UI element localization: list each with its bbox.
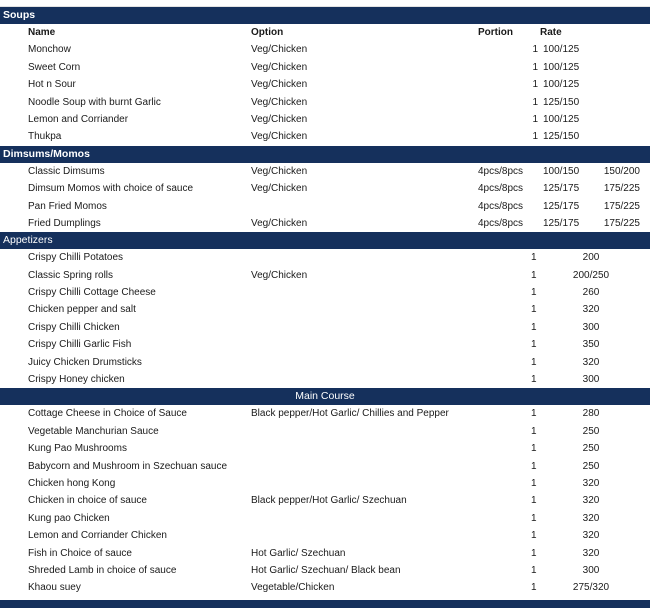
item-rate: 300 bbox=[582, 321, 600, 333]
main-course-list bbox=[0, 405, 650, 596]
item-name: Dimsum Momos with choice of sauce bbox=[28, 183, 194, 195]
item-option: Veg/Chicken bbox=[251, 183, 308, 195]
menu-row bbox=[0, 475, 650, 492]
item-option: Black pepper/Hot Garlic/ Chillies and Pepper bbox=[251, 408, 449, 420]
next-section-band bbox=[0, 600, 650, 608]
item-rate: 320 bbox=[582, 512, 600, 524]
item-portion: 1 bbox=[531, 374, 537, 386]
section-header-main-course: Main Course bbox=[0, 388, 650, 405]
header-option: Option bbox=[251, 27, 284, 38]
item-name: Crispy Chilli Garlic Fish bbox=[28, 339, 132, 351]
menu-row bbox=[0, 284, 650, 301]
item-name: Cottage Cheese in Choice of Sauce bbox=[28, 408, 187, 420]
item-rate-alt: 175/225 bbox=[603, 200, 640, 212]
item-rate: 300 bbox=[582, 374, 600, 386]
menu-row bbox=[0, 545, 650, 562]
menu-row bbox=[0, 267, 650, 284]
item-rate: 100/125 bbox=[543, 79, 580, 91]
menu-row bbox=[0, 94, 650, 111]
header-name: Name bbox=[28, 27, 56, 38]
item-option: Veg/Chicken bbox=[251, 217, 308, 229]
menu-row bbox=[0, 510, 650, 527]
item-option: Veg/Chicken bbox=[251, 61, 308, 73]
header-rate: Rate bbox=[540, 27, 562, 38]
item-portion: 4pcs/8pcs bbox=[478, 165, 524, 177]
item-option: Hot Garlic/ Szechuan/ Black bean bbox=[251, 564, 401, 576]
item-portion: 1 bbox=[531, 321, 537, 333]
section-header-appetizers: Appetizers bbox=[0, 232, 650, 249]
item-rate: 125/175 bbox=[543, 217, 580, 229]
section-header-soups: Soups bbox=[0, 7, 650, 24]
item-portion: 1 bbox=[531, 356, 537, 368]
item-name: Hot n Sour bbox=[28, 79, 76, 91]
menu-row bbox=[0, 527, 650, 544]
item-name: Chicken pepper and salt bbox=[28, 304, 136, 316]
item-rate: 100/150 bbox=[543, 165, 580, 177]
item-name: Sweet Corn bbox=[28, 61, 81, 73]
item-option: Veg/Chicken bbox=[251, 269, 308, 281]
item-name: Chicken in choice of sauce bbox=[28, 495, 147, 507]
item-portion: 1 bbox=[531, 443, 537, 455]
item-portion: 1 bbox=[531, 530, 537, 542]
menu-row bbox=[0, 458, 650, 475]
item-portion: 1 bbox=[531, 252, 537, 264]
menu-row bbox=[0, 198, 650, 215]
column-header-row bbox=[0, 24, 650, 41]
item-portion: 1 bbox=[531, 547, 537, 559]
item-name: Vegetable Manchurian Sauce bbox=[28, 425, 159, 437]
item-portion: 1 bbox=[531, 304, 537, 316]
item-rate: 250 bbox=[582, 443, 600, 455]
item-rate: 320 bbox=[582, 304, 600, 316]
item-portion: 1 bbox=[532, 113, 538, 125]
item-portion: 1 bbox=[531, 269, 537, 281]
item-portion: 1 bbox=[531, 408, 537, 420]
item-name: Lemon and Corriander bbox=[28, 113, 129, 125]
item-portion: 1 bbox=[531, 339, 537, 351]
menu-row bbox=[0, 180, 650, 197]
menu-row bbox=[0, 163, 650, 180]
item-rate: 320 bbox=[582, 477, 600, 489]
item-name: Khaou suey bbox=[28, 582, 81, 594]
item-option: Veg/Chicken bbox=[251, 79, 308, 91]
appetizers-list bbox=[0, 249, 650, 388]
item-rate: 100/125 bbox=[543, 61, 580, 73]
item-rate: 250 bbox=[582, 460, 600, 472]
item-portion: 4pcs/8pcs bbox=[478, 200, 524, 212]
item-portion: 1 bbox=[532, 61, 538, 73]
item-rate: 280 bbox=[582, 408, 600, 420]
item-rate: 200/250 bbox=[572, 269, 610, 281]
item-option: Hot Garlic/ Szechuan bbox=[251, 547, 346, 559]
menu-row bbox=[0, 562, 650, 579]
item-option: Veg/Chicken bbox=[251, 131, 308, 143]
item-portion: 1 bbox=[531, 495, 537, 507]
item-portion: 4pcs/8pcs bbox=[478, 183, 524, 195]
item-rate-alt: 175/225 bbox=[603, 183, 640, 195]
item-portion: 1 bbox=[531, 425, 537, 437]
item-portion: 1 bbox=[531, 460, 537, 472]
menu-row bbox=[0, 301, 650, 318]
item-portion: 1 bbox=[531, 512, 537, 524]
menu-row bbox=[0, 440, 650, 457]
item-rate: 200 bbox=[582, 252, 600, 264]
item-portion: 1 bbox=[532, 44, 538, 56]
menu-row bbox=[0, 128, 650, 145]
item-rate: 320 bbox=[582, 547, 600, 559]
dimsums-list bbox=[0, 163, 650, 233]
item-rate: 260 bbox=[582, 287, 600, 299]
menu-row bbox=[0, 76, 650, 93]
menu-row bbox=[0, 371, 650, 388]
menu-row bbox=[0, 405, 650, 422]
item-rate-alt: 150/200 bbox=[603, 165, 640, 177]
item-name: Crispy Chilli Chicken bbox=[28, 321, 120, 333]
menu-row bbox=[0, 579, 650, 596]
menu-row bbox=[0, 336, 650, 353]
item-name: Crispy Honey chicken bbox=[28, 374, 125, 386]
item-rate: 100/125 bbox=[543, 113, 580, 125]
item-rate: 275/320 bbox=[572, 582, 610, 594]
item-name: Classic Dimsums bbox=[28, 165, 105, 177]
menu-row bbox=[0, 215, 650, 232]
item-rate: 320 bbox=[582, 495, 600, 507]
item-name: Kung Pao Mushrooms bbox=[28, 443, 127, 455]
menu-row bbox=[0, 354, 650, 371]
item-rate: 250 bbox=[582, 425, 600, 437]
section-header-dimsums: Dimsums/Momos bbox=[0, 146, 650, 163]
item-option: Vegetable/Chicken bbox=[251, 582, 335, 594]
item-rate: 350 bbox=[582, 339, 600, 351]
item-rate-alt: 175/225 bbox=[603, 217, 640, 229]
item-portion: 1 bbox=[531, 287, 537, 299]
item-name: Monchow bbox=[28, 44, 71, 56]
item-portion: 1 bbox=[532, 79, 538, 91]
item-name: Crispy Chilli Cottage Cheese bbox=[28, 287, 156, 299]
menu-row bbox=[0, 41, 650, 58]
header-portion: Portion bbox=[478, 27, 513, 38]
item-name: Crispy Chilli Potatoes bbox=[28, 252, 124, 264]
item-rate: 125/175 bbox=[543, 183, 580, 195]
item-portion: 1 bbox=[532, 96, 538, 108]
menu-row bbox=[0, 111, 650, 128]
item-rate: 125/150 bbox=[543, 131, 580, 143]
item-portion: 1 bbox=[531, 582, 537, 594]
item-rate: 320 bbox=[582, 530, 600, 542]
item-rate: 300 bbox=[582, 564, 600, 576]
item-option: Veg/Chicken bbox=[251, 113, 308, 125]
menu-row bbox=[0, 423, 650, 440]
item-option: Veg/Chicken bbox=[251, 44, 308, 56]
soups-list bbox=[0, 41, 650, 145]
item-name: Pan Fried Momos bbox=[28, 200, 107, 212]
menu-row bbox=[0, 492, 650, 509]
item-name: Shreded Lamb in choice of sauce bbox=[28, 564, 177, 576]
item-portion: 1 bbox=[531, 477, 537, 489]
item-name: Chicken hong Kong bbox=[28, 477, 116, 489]
item-rate: 125/150 bbox=[543, 96, 580, 108]
item-name: Classic Spring rolls bbox=[28, 269, 114, 281]
item-portion: 4pcs/8pcs bbox=[478, 217, 524, 229]
item-name: Babycorn and Mushroom in Szechuan sauce bbox=[28, 460, 228, 472]
item-name: Lemon and Corriander Chicken bbox=[28, 530, 167, 542]
item-option: Veg/Chicken bbox=[251, 165, 308, 177]
item-portion: 1 bbox=[531, 564, 537, 576]
item-name: Fried Dumplings bbox=[28, 217, 101, 229]
item-name: Fish in Choice of sauce bbox=[28, 547, 132, 559]
menu-row bbox=[0, 249, 650, 266]
grid-top-edge bbox=[0, 0, 650, 7]
item-name: Juicy Chicken Drumsticks bbox=[28, 356, 142, 368]
item-name: Kung pao Chicken bbox=[28, 512, 110, 524]
item-rate: 125/175 bbox=[543, 200, 580, 212]
item-name: Thukpa bbox=[28, 131, 62, 143]
item-rate: 320 bbox=[582, 356, 600, 368]
item-name: Noodle Soup with burnt Garlic bbox=[28, 96, 161, 108]
menu-row bbox=[0, 319, 650, 336]
item-rate: 100/125 bbox=[543, 44, 580, 56]
menu-row bbox=[0, 59, 650, 76]
item-portion: 1 bbox=[532, 131, 538, 143]
item-option: Black pepper/Hot Garlic/ Szechuan bbox=[251, 495, 407, 507]
item-option: Veg/Chicken bbox=[251, 96, 308, 108]
